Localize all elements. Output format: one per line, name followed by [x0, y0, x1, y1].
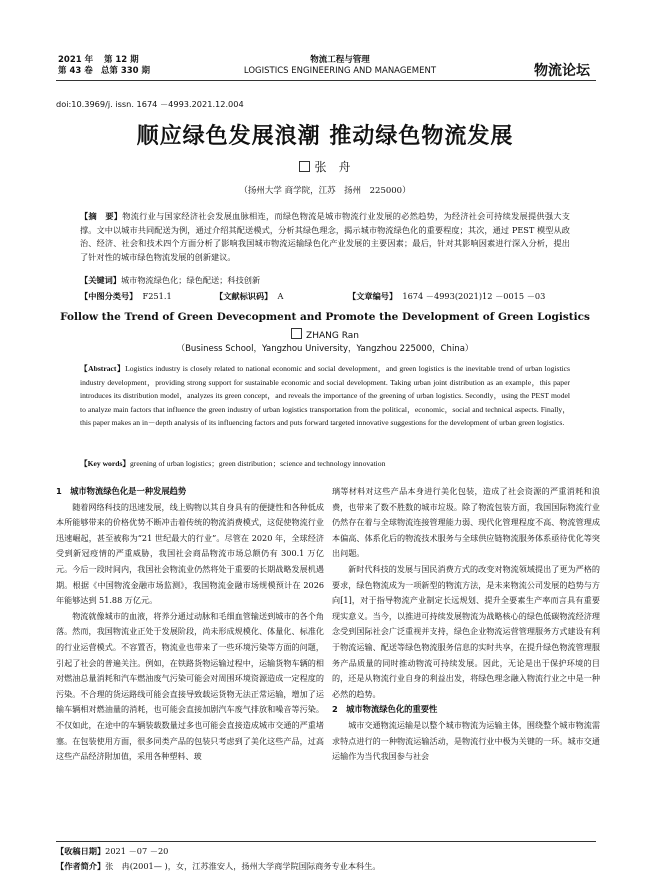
- header-issue: 第 12 期: [103, 55, 139, 65]
- body-column-left: [56, 484, 324, 765]
- keywords-cn-text: 城市物流绿色化；绿色配送；科技创新: [120, 275, 261, 285]
- header-total: 总第 330 期: [100, 66, 151, 76]
- title-en: Follow the Trend of Green Devecopment and Promote the Development of Green Logistics: [60, 311, 590, 323]
- header-volume: 第 43 卷: [58, 66, 93, 76]
- clc-label: 【中图分类号】: [80, 291, 138, 301]
- clc: [80, 291, 172, 302]
- bio-value: 张 冉(2001— )，女，江苏淮安人，扬州大学商学院国际商务专业本科生。: [105, 861, 381, 871]
- column-name: 物流论坛: [534, 63, 590, 79]
- art-label: 【文章编号】: [348, 291, 398, 301]
- header-year: 2021 年: [58, 55, 94, 65]
- keywords-en: [80, 458, 570, 469]
- body-paragraph: 新时代科技的发展与国民消费方式的改变对物流领域提出了更为严格的要求，绿色物流成为一项新型的物流方法，是未来物流公司发展的趋势与方向[1]，对于指导物流产业制定长远规划、提升全要素生产率而言具有重要现实意义。当今，以推进可持续发展物流为战略核心的绿色低碳物流经济理念受到国际社会广泛重视并支持，绿色企业物流运营管理服务方式建设有利于物流运输、配送等绿色物流服务信息的实时共享，在提升绿色物流管理服务产品质量的同时推动物流可持续发展。因此，无论是出于保护环境的目的，还是从物流行业自身的利益出发，将绿色理念融入物流行业之中是一种必然的趋势。: [332, 563, 600, 699]
- body-paragraph: 璃等材料对这些产品本身进行美化包装，造成了社会资源的严重消耗和浪费，也带来了数不胜数的城市垃圾。除了物流包装方面，我国国际物流行业仍然存在着与全球物流连接管理能力弱、现代化管理程度不高、物流管理成本偏高、体系化后的物流技术服务与全球供应链物流服务体系亟待优化等突出问题。: [332, 486, 600, 559]
- art-value: 1674 －4993(2021)12 －0015 －03: [402, 291, 546, 301]
- doi: doi:10.3969/j. issn. 1674 －4993.2021.12.004: [56, 99, 244, 109]
- bio-label: 【作者简介】: [56, 861, 106, 871]
- author-en-box-icon: [291, 328, 302, 339]
- footer-rule: [56, 841, 596, 842]
- author-name: 张 舟: [314, 160, 351, 174]
- doc-label: 【文献标识码】: [215, 291, 273, 301]
- abstract-cn: [80, 210, 570, 264]
- article-no: [348, 291, 545, 302]
- abstract-cn-text: 物流行业与国家经济社会发展血脉相连，而绿色物流是城市物流行业发展的必然趋势，为经济社会可持续发展提供强大支撑。文中以城市共同配送为例，通过介绍其配送模式，分析其绿色理念，揭示城市物流绿色化的重要程度；其次，通过 PEST 模型从政治、经济、社会和技术四个方面分析了影响我国城市物流运输绿色化产业发展的主要因素；最后，针对其影响因素进行深入分析，提出了针对性的城市绿色物流发展的创新建议。: [80, 211, 570, 262]
- affiliation-en: （Business School，Yangzhou University，Yangzhou 225000，China）: [176, 344, 474, 354]
- doc-code: [215, 291, 283, 302]
- author-en-name: ZHANG Ran: [306, 331, 359, 341]
- doc-value: A: [277, 291, 284, 301]
- section-heading-2: 2 城市物流绿色化的重要性: [332, 704, 438, 715]
- author-en: [0, 328, 650, 341]
- author-box-icon: [299, 161, 310, 172]
- body-paragraph: 物流就像城市的血液，将养分通过动脉和毛细血管输送到城市的各个角落。然而，我国物流业正处于发展阶段，尚未形成规模化、体量化、标准化的行业运营模式。不容置否，物流业也带来了一些环境污染等方面的问题，引起了社会的普遍关注。例如，在铁路货物运输过程中，运输货物车辆的相对燃油总量消耗和汽车燃油废气污染可能会对周围环境资源造成一定程度的污染。不合理的货运路线可能会直接导致载运货物无法正常运输，增加了运输车辆相对燃油量的消耗，也可能会直接加剧汽车废气排放和噪音等污染。不仅如此，在途中的车辆装载数量过多也可能会直接造成城市交通的严重堵塞。在包装使用方面，很多同类产品的包装只考虑到了美化这些产品，过高这些产品经济附加值，采用各种塑料、玻: [56, 610, 324, 762]
- received-label: 【收稿日期】: [56, 846, 106, 856]
- journal-name-cn: 物流工程与管理: [310, 55, 370, 65]
- affiliation: （扬州大学 商学院，江苏 扬州 225000）: [239, 186, 411, 196]
- header-rule: [56, 80, 596, 81]
- keywords-en-label: 【Key words】: [80, 459, 130, 468]
- section-heading-1: 1 城市物流绿色化是一种发展趋势: [56, 486, 187, 496]
- abstract-en: [80, 362, 570, 430]
- abstract-en-label: 【Abstract】: [80, 364, 126, 373]
- journal-name-en: LOGISTICS ENGINEERING AND MANAGEMENT: [243, 66, 437, 76]
- abstract-en-text: Logistics industry is closely related to national economic and social development，and green logistics is the inevitable trend of urban logistics industry development，providing strong support for sustainable economic and social development. Taking urban joint distribution as an example，this paper introduces its distribution model，analyzes its green concept，and reveals the importance of the greening of urban logistics. Secondly，using the PEST model to analyze main factors that influence the green industry of urban logistics transportation from the political，economic，social and technical aspects. Finally，this paper makes an in－depth analysis of its influencing factors and puts forward targeted innovative suggestions for the development of urban green logistics.: [80, 364, 570, 428]
- received-value: 2021 －07 －20: [105, 846, 169, 856]
- body-paragraph: 随着网络科技的迅速发展，线上购物以其自身具有的便捷性和各种低成本所能够带来的价格优势不断冲击着传统的物流消费模式，这促使物流行业迅速崛起，甚至被称为“21 世纪最大的行业”。尽管在 2020 年，全球经济受到新冠疫情的严重威胁，我国社会商品物流市场总额仍有 300.1 万亿元。今后一段时间内，我国社会物流业仍然将处于重要的长期战略发展机遇期。根据《中国物流金融市场监测》，我国物流金融市场规模预计在 2026 年能够达到 51.88 万亿元。: [56, 501, 324, 606]
- paper-title: 顺应绿色发展浪潮 推动绿色物流发展: [136, 124, 514, 149]
- clc-value: F251.1: [142, 291, 172, 301]
- keywords-cn-label: 【关键词】: [80, 275, 121, 285]
- keywords-cn: [80, 275, 570, 286]
- keywords-en-text: greening of urban logistics；green distribution；science and technology innovation: [130, 459, 386, 468]
- body-column-right: [332, 484, 600, 765]
- header-journal: [210, 55, 470, 77]
- author-bio: [56, 861, 596, 872]
- body-paragraph: 城市交通物流运输是以整个城市物流为运输主体，围绕整个城市物流需求特点进行的一种物流运输活动，是物流行业中极为关键的一环。城市交通运输作为当代我国参与社会: [332, 719, 600, 762]
- author: [0, 158, 650, 175]
- abstract-cn-label: 【摘 要】: [80, 211, 123, 221]
- header-issue-info: [58, 55, 150, 77]
- received-date: [56, 846, 596, 857]
